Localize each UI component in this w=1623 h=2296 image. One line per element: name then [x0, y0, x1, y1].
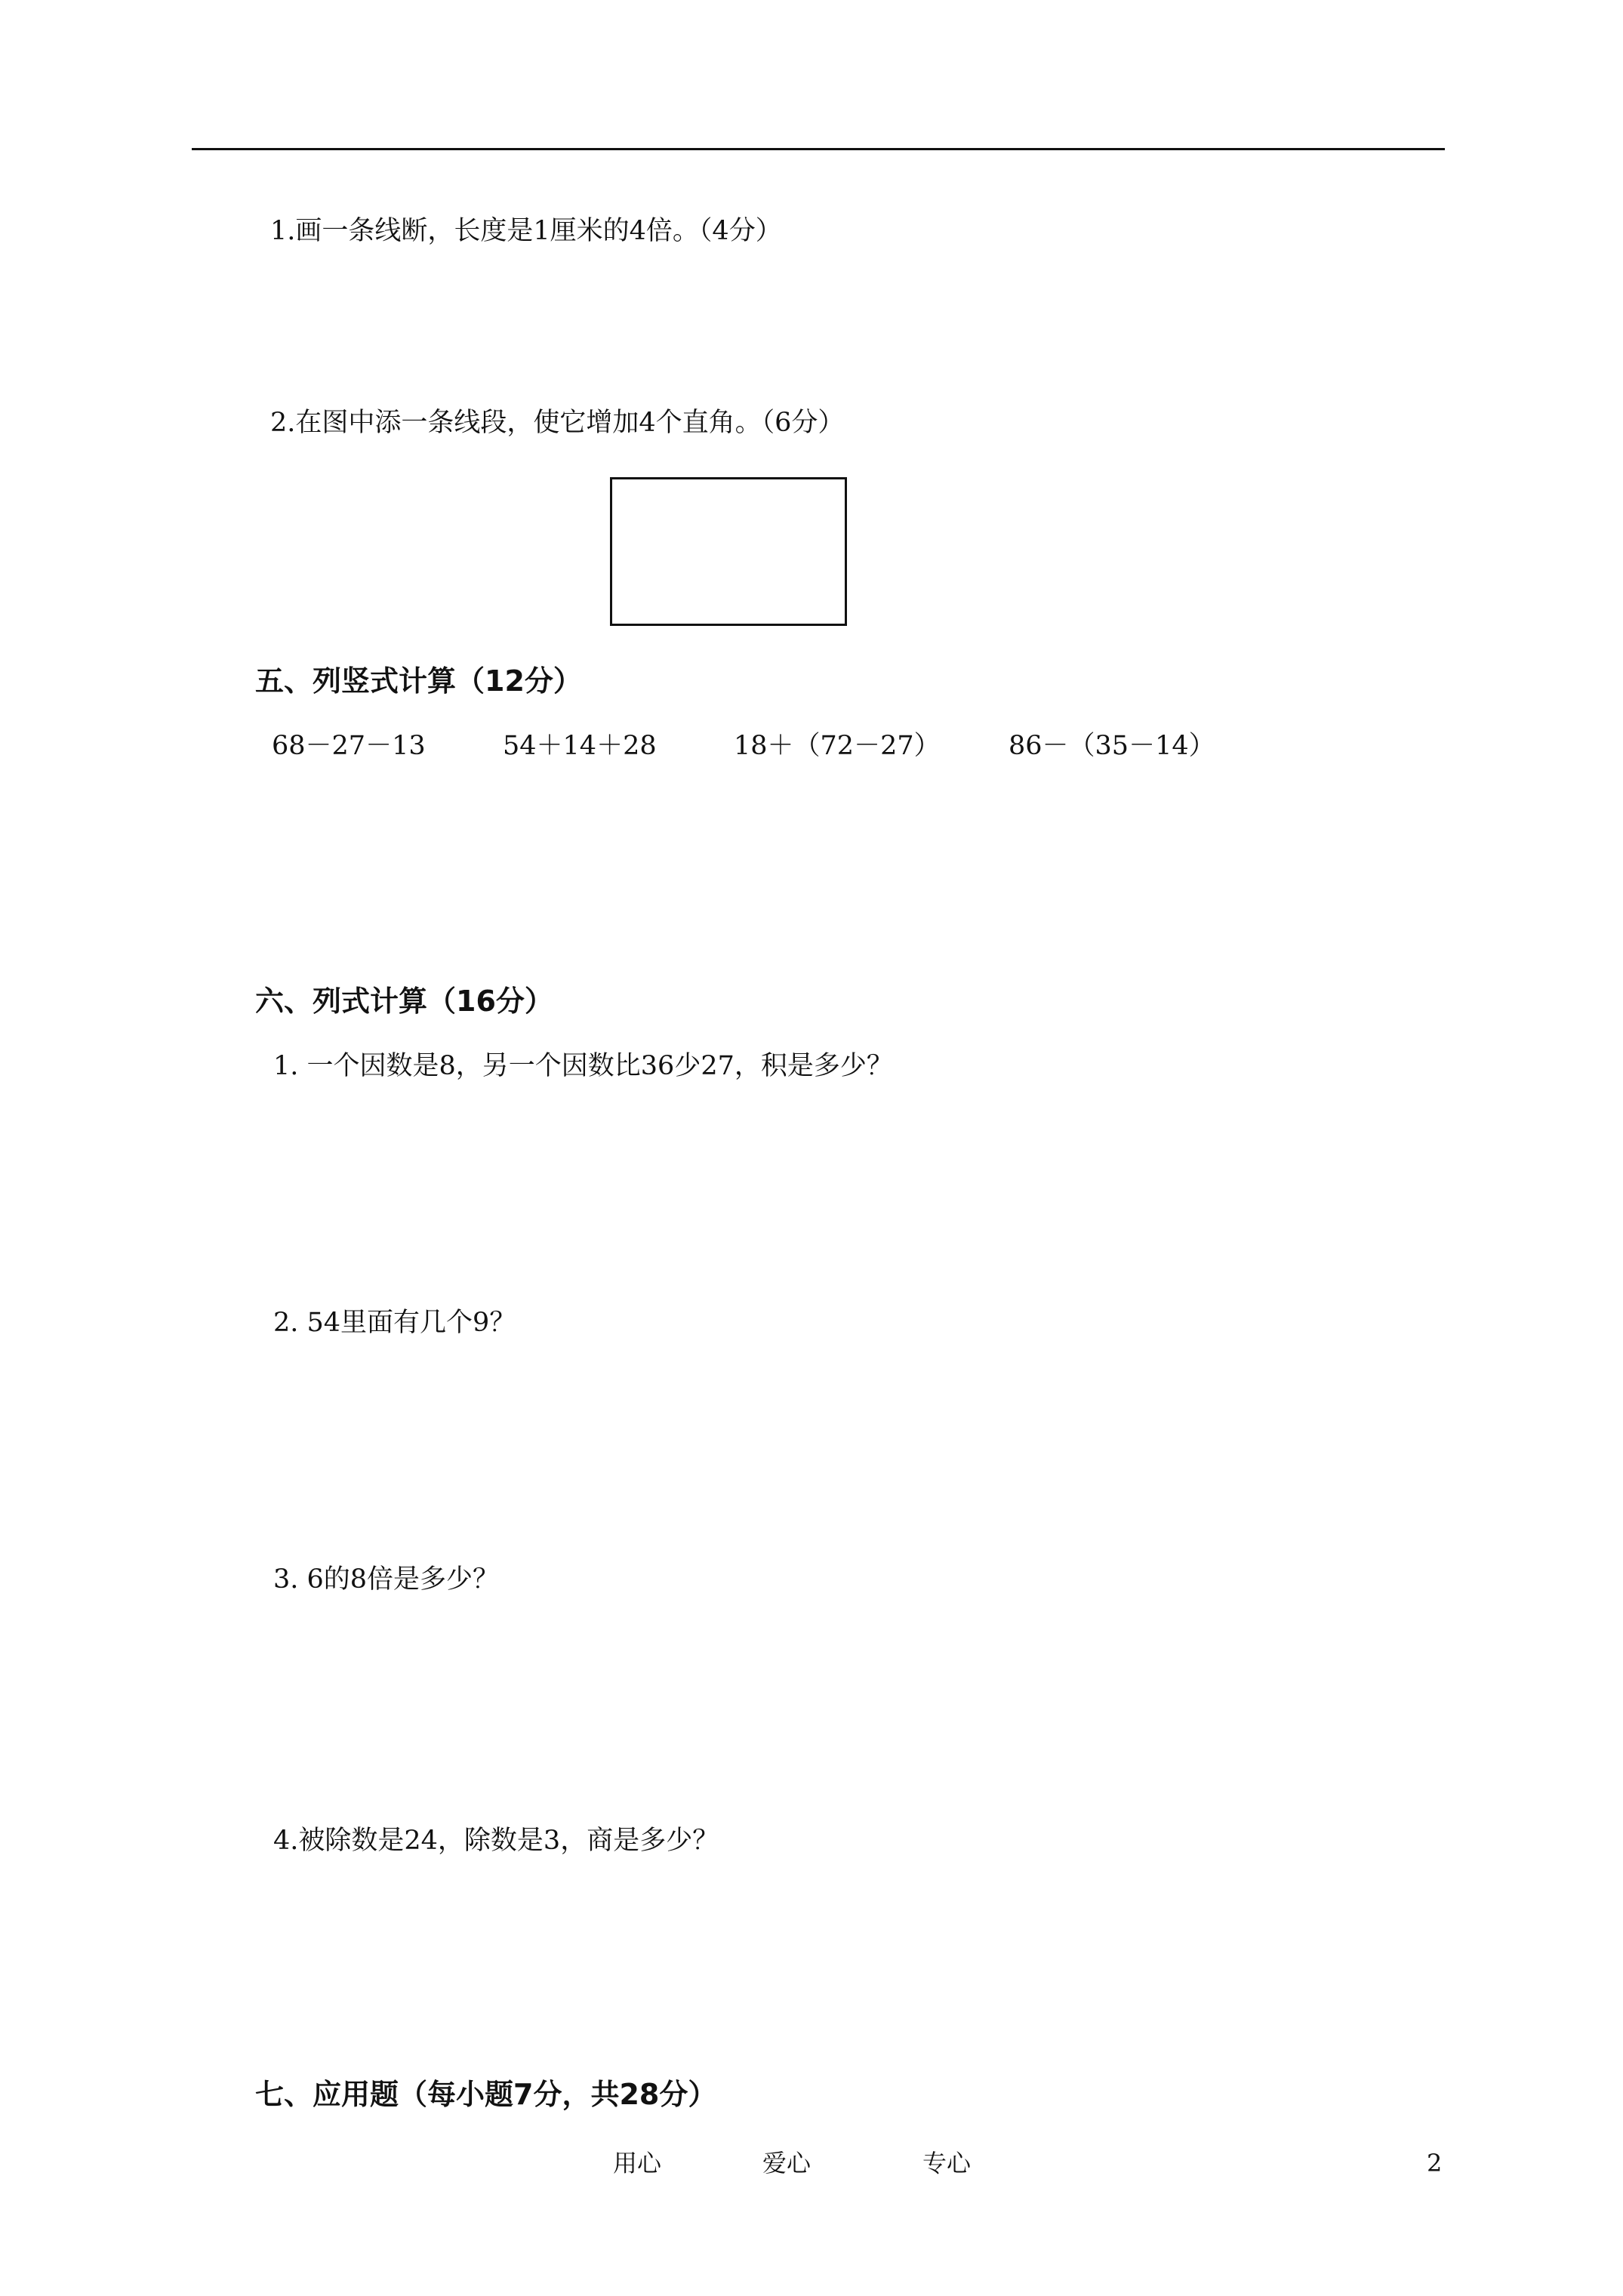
footer-right: 专心	[922, 2149, 972, 2177]
section-5-title: 五、列竖式计算（12分）	[255, 664, 582, 698]
question-6-3: 3. 6的8倍是多少？	[273, 1564, 500, 1595]
rectangle-figure	[610, 477, 847, 626]
footer-left: 用心	[613, 2149, 662, 2177]
expression-4: 86－（35－14）	[1009, 731, 1215, 761]
page-number: 2	[1427, 2149, 1443, 2177]
question-6-1: 1. 一个因数是8，另一个因数比36少27，积是多少？	[273, 1051, 893, 1081]
expression-1: 68－27－13	[272, 731, 426, 761]
footer-middle: 爱心	[762, 2149, 812, 2177]
question-6-4: 4.被除数是24，除数是3，商是多少？	[273, 1826, 719, 1856]
question-4-1: 1.画一条线断，长度是1厘米的4倍。（4分）	[270, 216, 782, 246]
header-rule	[192, 148, 1445, 150]
expression-2: 54＋14＋28	[503, 731, 657, 761]
question-6-2: 2. 54里面有几个9？	[273, 1308, 516, 1338]
expression-3: 18＋（72－27）	[734, 731, 941, 761]
question-4-2: 2.在图中添一条线段，使它增加4个直角。（6分）	[270, 408, 845, 438]
section-7-title: 七、应用题（每小题7分，共28分）	[255, 2078, 717, 2111]
section-6-title: 六、列式计算（16分）	[255, 985, 553, 1018]
